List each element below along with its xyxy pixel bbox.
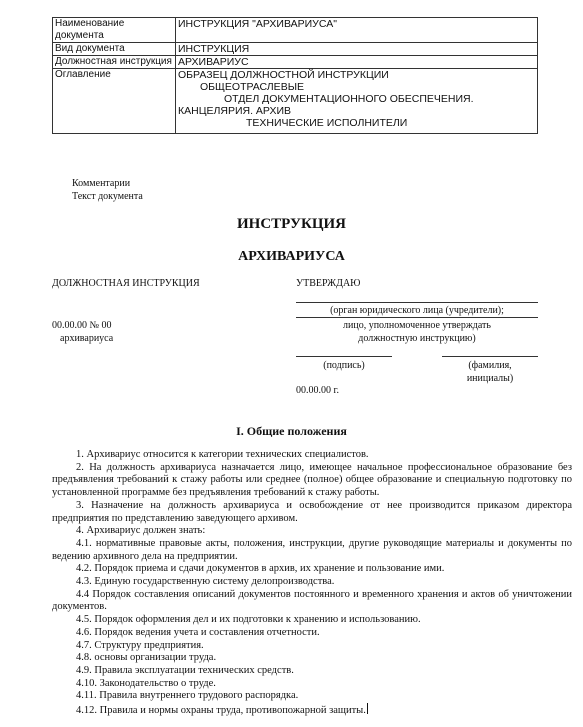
paragraph: 4.1. нормативные правовые акты, положения, инструкции, другие руководящие материалы и документы по ведению архивного дела на предприятии. xyxy=(52,537,572,562)
paragraph: 4.12. Правила и нормы охраны труда, противопожарной защиты. xyxy=(76,705,366,717)
document-subtitle: АРХИВАРИУСА xyxy=(238,249,345,264)
paragraph: 4.3. Единую государственную систему делопроизводства. xyxy=(76,576,335,588)
approve-person: лицо, уполномоченное утверждать xyxy=(343,320,491,331)
toc-line: ОБРАЗЕЦ ДОЛЖНОСТНОЙ ИНСТРУКЦИИ xyxy=(178,69,389,81)
meta-value: ИНСТРУКЦИЯ xyxy=(176,43,538,56)
document-metadata-table xyxy=(52,17,538,134)
paragraph: 1. Архивариус относится к категории технических специалистов. xyxy=(76,449,369,460)
signature-line xyxy=(296,302,538,303)
signature-line xyxy=(296,356,392,357)
meta-row xyxy=(53,43,538,56)
toc-line: ТЕХНИЧЕСКИЕ ИСПОЛНИТЕЛИ xyxy=(246,117,408,129)
meta-key: Должностная инструкция xyxy=(53,56,176,69)
toc-line: ОБЩЕОТРАСЛЕВЫЕ xyxy=(200,81,304,93)
meta-row xyxy=(53,56,538,69)
comments-link[interactable]: Комментарии xyxy=(72,178,131,189)
left-label: ДОЛЖНОСТНАЯ ИНСТРУКЦИЯ xyxy=(52,278,200,289)
approve-title: УТВЕРЖДАЮ xyxy=(296,278,361,289)
paragraph: 4.6. Порядок ведения учета и составления отчетности. xyxy=(76,626,320,638)
left-subtitle: архивариуса xyxy=(60,333,114,344)
paragraph: 4.5. Порядок оформления дел и их подготовки к хранению и использованию. xyxy=(76,614,421,626)
paragraph: 4. Архивариус должен знать: xyxy=(76,525,206,537)
paragraph: 4.8. основы организации труда. xyxy=(76,652,217,664)
paragraph: 4.9. Правила эксплуатации технических средств. xyxy=(76,664,294,676)
meta-value: ИНСТРУКЦИЯ "АРХИВАРИУСА" xyxy=(176,18,538,43)
meta-key: Наименование документа xyxy=(53,18,176,43)
signature-line xyxy=(442,356,538,357)
name-caption: (фамилия, xyxy=(468,360,512,371)
name-caption-2: инициалы) xyxy=(466,373,514,384)
document-body xyxy=(52,449,572,718)
paragraph: 3. Назначение на должность архивариуса и освобождение от нее производится приказом директора предприятия по представлению заведующего архивом. xyxy=(52,499,572,524)
paragraph: 4.10. Законодательство о труде. xyxy=(76,677,216,689)
meta-key: Вид документа xyxy=(53,43,176,56)
signature-caption: (подпись) xyxy=(323,360,365,371)
document-title: ИНСТРУКЦИЯ xyxy=(236,216,346,232)
document-text-label: Текст документа xyxy=(72,191,143,202)
meta-row-toc xyxy=(53,69,538,134)
paragraph: 4.4 Порядок составления описаний документов постоянного и временного хранения и актов об уничтожении документов. xyxy=(52,588,572,613)
text-cursor xyxy=(367,703,368,714)
approve-date: 00.00.00 г. xyxy=(296,385,339,396)
approve-org: (орган юридического лица (учредители); xyxy=(330,305,504,316)
meta-row xyxy=(53,18,538,43)
section-heading: I. Общие положения xyxy=(236,424,347,438)
toc-cell xyxy=(176,69,538,134)
meta-key: Оглавление xyxy=(53,69,176,134)
paragraph: 2. На должность архивариуса назначается лицо, имеющее начальное профессиональное образование без предъявления требований к стажу работы или среднее (полное) общее образование и специальную подготовку по установленной программе без предъявления требований к стажу работы. xyxy=(52,461,572,499)
left-number: 00.00.00 № 00 xyxy=(52,320,112,331)
paragraph: 4.2. Порядок приема и сдачи документов в архив, их хранение и пользование ими. xyxy=(76,563,445,575)
toc-line: КАНЦЕЛЯРИЯ. АРХИВ xyxy=(178,105,292,117)
meta-value: АРХИВАРИУС xyxy=(176,56,538,69)
approve-person-2: должностную инструкцию) xyxy=(358,333,476,344)
toc-line: ОТДЕЛ ДОКУМЕНТАЦИОННОГО ОБЕСПЕЧЕНИЯ. xyxy=(224,93,474,105)
signature-line xyxy=(296,317,538,318)
paragraph: 4.7. Структуру предприятия. xyxy=(76,639,204,651)
paragraph: 4.11. Правила внутреннего трудового распорядка. xyxy=(76,690,299,702)
